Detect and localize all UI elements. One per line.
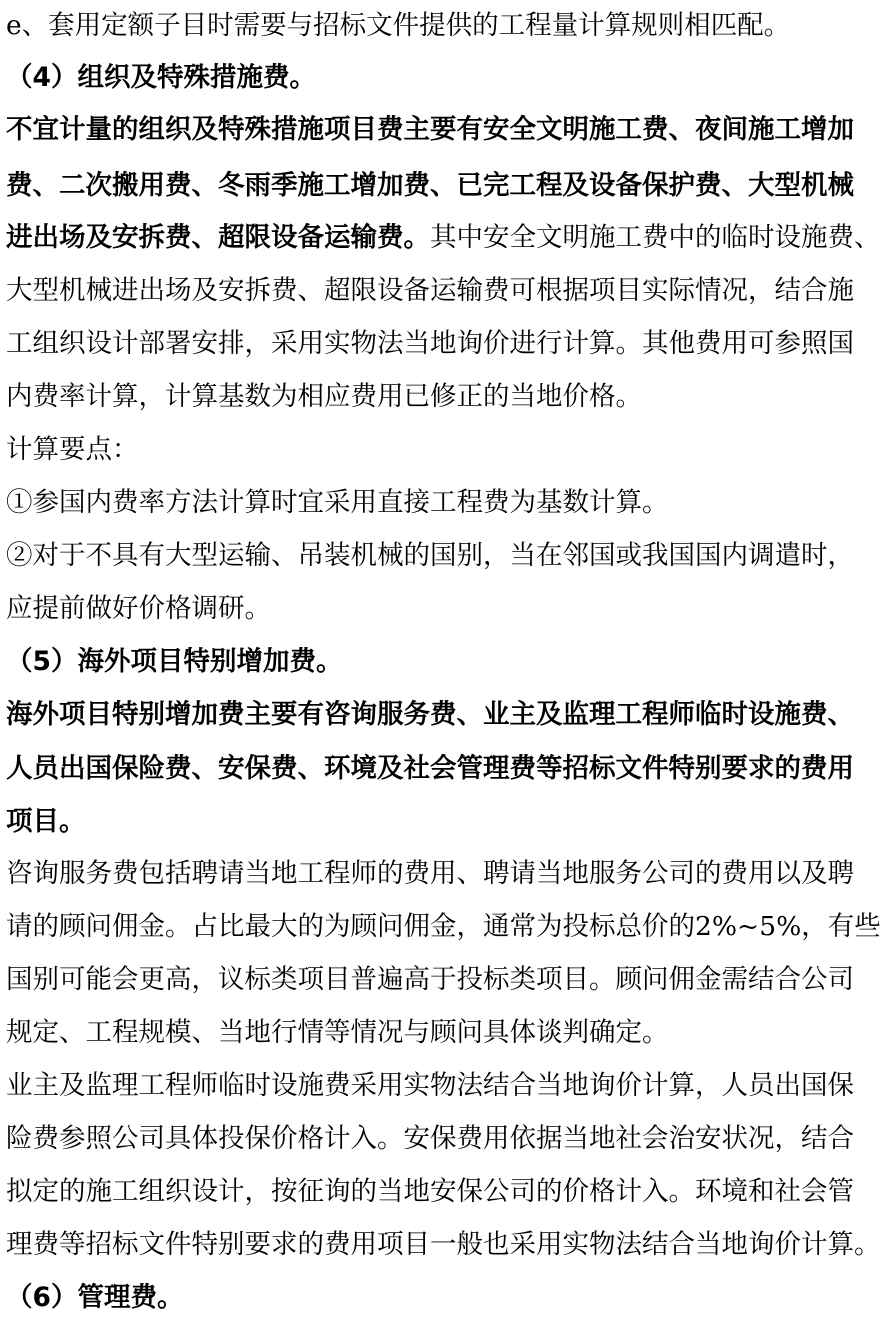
- paragraph-line: 应提前做好价格调研。: [6, 593, 271, 624]
- paragraph-line: 拟定的施工组织设计，按征询的当地安保公司的价格计入。环境和社会管: [6, 1176, 854, 1207]
- section-heading: （5）海外项目特别增加费。: [6, 646, 343, 677]
- paragraph-line: 请的顾问佣金。占比最大的为顾问佣金，通常为投标总价的2%~5%，有些: [6, 911, 881, 942]
- paragraph-line: 业主及监理工程师临时设施费采用实物法结合当地询价计算，人员出国保: [6, 1070, 854, 1101]
- section-heading: （6）管理费。: [6, 1282, 184, 1313]
- paragraph-line: 计算要点：: [6, 434, 139, 465]
- section-heading: （4）组织及特殊措施费。: [6, 62, 316, 93]
- bold-paragraph-line: 海外项目特别增加费主要有咨询服务费、业主及监理工程师临时设施费、: [6, 699, 854, 730]
- paragraph-line: 险费参照公司具体投保价格计入。安保费用依据当地社会治安状况，结合: [6, 1123, 854, 1154]
- paragraph-line: 内费率计算，计算基数为相应费用已修正的当地价格。: [6, 381, 642, 412]
- bold-paragraph-line: 费、二次搬用费、冬雨季施工增加费、已完工程及设备保护费、大型机械: [6, 170, 854, 201]
- paragraph-line: 规定、工程规模、当地行情等情况与顾问具体谈判确定。: [6, 1017, 669, 1048]
- bold-paragraph-line: 不宜计量的组织及特殊措施项目费主要有安全文明施工费、夜间施工增加: [6, 114, 854, 145]
- plain-run: 其中安全文明施工费中的临时设施费、: [430, 222, 881, 253]
- bold-paragraph-line: 项目。: [6, 806, 86, 837]
- paragraph-line: e、套用定额子目时需要与招标文件提供的工程量计算规则相匹配。: [6, 10, 791, 41]
- paragraph-line: 国别可能会更高，议标类项目普遍高于投标类项目。顾问佣金需结合公司: [6, 964, 854, 995]
- paragraph-line: 大型机械进出场及安拆费、超限设备运输费可根据项目实际情况，结合施: [6, 275, 854, 306]
- bold-paragraph-line: 人员出国保险费、安保费、环境及社会管理费等招标文件特别要求的费用: [6, 753, 854, 784]
- paragraph-line: 咨询服务费包括聘请当地工程师的费用、聘请当地服务公司的费用以及聘: [6, 858, 854, 889]
- paragraph-line: ①参国内费率方法计算时宜采用直接工程费为基数计算。: [6, 487, 669, 518]
- mixed-paragraph-line: [6, 212, 881, 264]
- paragraph-line: ②对于不具有大型运输、吊装机械的国别，当在邻国或我国国内调遣时，: [6, 540, 854, 571]
- paragraph-line: 理费等招标文件特别要求的费用项目一般也采用实物法结合当地询价计算。: [6, 1229, 881, 1260]
- paragraph-line: 工组织设计部署安排，采用实物法当地询价进行计算。其他费用可参照国: [6, 328, 854, 359]
- bold-run: 进出场及安拆费、超限设备运输费。: [6, 222, 430, 253]
